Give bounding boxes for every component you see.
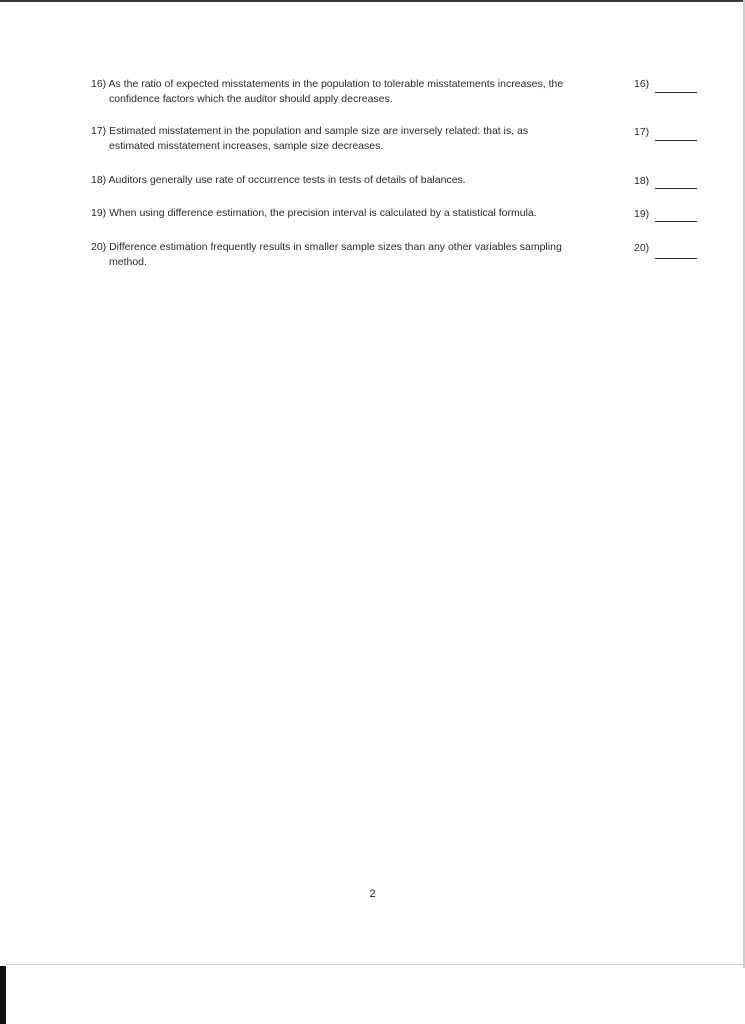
question-text: 16) As the ratio of expected misstatements in the population to tolerable misstatements increases, the [91,78,564,90]
answer-label: 16) [634,78,650,90]
answer-blank[interactable] [655,258,697,259]
question-17 [91,124,616,154]
question-text-continued: confidence factors which the auditor should apply decreases. [109,93,393,105]
answer-blank[interactable] [655,221,697,222]
question-text: 17) Estimated misstatement in the population and sample size are inversely related: that is, as [91,125,529,137]
question-text: 20) Difference estimation frequently results in smaller sample sizes than any other variables sampling [91,241,562,253]
answer-label: 19) [634,208,650,220]
answer-blank[interactable] [655,140,697,141]
question-text: 19) When using difference estimation, the precision interval is calculated by a statistical formula. [91,207,537,219]
answer-blank[interactable] [655,92,697,93]
page-number: 2 [369,888,376,900]
question-text-continued: estimated misstatement increases, sample size decreases. [109,140,384,152]
answer-label: 20) [634,242,650,254]
question-text: 18) Auditors generally use rate of occurrence tests in tests of details of balances. [91,174,466,186]
answer-blank[interactable] [655,188,697,189]
question-19 [91,206,616,221]
question-20 [91,240,616,270]
scan-page-bottom-edge [6,964,745,965]
question-text-continued: method. [109,256,147,268]
question-18 [91,173,616,188]
scan-top-edge [0,0,745,2]
scan-left-edge [0,966,6,1024]
answer-label: 17) [634,126,650,138]
answer-label: 18) [634,175,650,187]
question-16 [91,77,616,107]
